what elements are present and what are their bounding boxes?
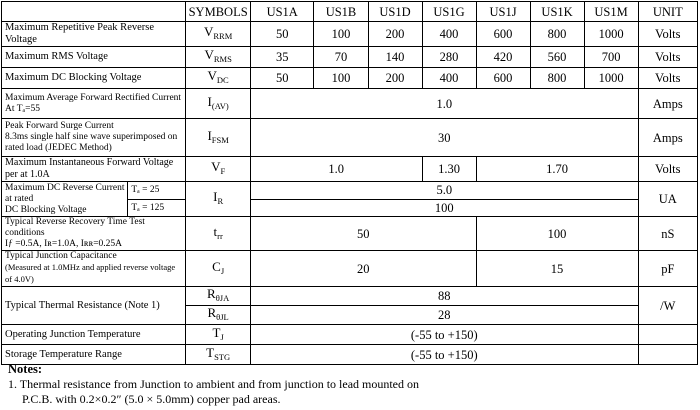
unit-cell: /W bbox=[638, 287, 697, 325]
symbol: $T_J$ bbox=[186, 325, 251, 345]
symbol: $I_{FSM}$ bbox=[186, 119, 251, 157]
param-label: Typical Thermal Resistance (Note 1) bbox=[2, 287, 186, 325]
value-cell: 420 bbox=[476, 47, 530, 68]
value-cell: 600 bbox=[476, 68, 530, 89]
ta-25: Tₐ = 25 bbox=[128, 182, 186, 199]
row-ifsm bbox=[2, 119, 698, 157]
symbol: $I_R$ bbox=[186, 182, 251, 217]
unit-cell bbox=[638, 345, 697, 365]
param-label: Maximum Average Forward Rectified Current At Tₐ=55 bbox=[2, 89, 186, 119]
unit-cell: Amps bbox=[638, 119, 697, 157]
param-label: Peak Forward Surge Current 8.3ms single half sine wave superimposed on rated load (JEDEC Method) bbox=[2, 119, 186, 157]
header-row bbox=[2, 2, 698, 22]
param-label: Maximum DC Blocking Voltage bbox=[2, 68, 186, 89]
row-trr bbox=[2, 217, 698, 251]
header-blank bbox=[2, 2, 186, 22]
notes-section bbox=[8, 362, 419, 407]
param-label: Typical Junction Capacitance (Measured at 1.0MHz and applied reverse voltage of 4.0V) bbox=[2, 251, 186, 287]
notes-title: Notes: bbox=[8, 362, 43, 376]
value-cell: 30 bbox=[250, 119, 638, 157]
unit-cell: Volts bbox=[638, 22, 697, 47]
symbol: $V_{DC}$ bbox=[186, 68, 251, 89]
symbol: $V_{RRM}$ bbox=[186, 22, 251, 47]
value-cell: 1000 bbox=[584, 68, 638, 89]
row-vf bbox=[2, 157, 698, 182]
header-us1k: US1K bbox=[530, 2, 584, 22]
ir-param-subtable bbox=[2, 182, 185, 216]
unit-cell: pF bbox=[638, 251, 697, 287]
value-cell: 70 bbox=[314, 47, 368, 68]
unit-cell: Volts bbox=[638, 47, 697, 68]
value-cell: 1.30 bbox=[422, 157, 476, 182]
value-cell: 1.0 bbox=[250, 89, 638, 119]
value-cell: 1000 bbox=[584, 22, 638, 47]
value-cell: 800 bbox=[530, 22, 584, 47]
value-cell: 700 bbox=[584, 47, 638, 68]
ta-125: Tₐ = 125 bbox=[131, 202, 165, 213]
header-us1j: US1J bbox=[476, 2, 530, 22]
value-cell: 100 bbox=[314, 22, 368, 47]
param-label: Maximum Repetitive Peak Reverse Voltage bbox=[2, 22, 186, 47]
param-label: Maximum Instantaneous Forward Voltage per at 1.0A bbox=[2, 157, 186, 182]
header-us1d: US1D bbox=[368, 2, 422, 22]
value-cell: 88 bbox=[250, 287, 638, 306]
symbol: $I_{(AV)}$ bbox=[186, 89, 251, 119]
value-cell: 5.0 bbox=[250, 182, 638, 200]
header-us1g: US1G bbox=[422, 2, 476, 22]
unit-cell: UA bbox=[638, 182, 697, 217]
value-cell: 400 bbox=[422, 22, 476, 47]
value-cell: 600 bbox=[476, 22, 530, 47]
symbol: $C_J$ bbox=[186, 251, 251, 287]
unit-cell: Volts bbox=[638, 157, 697, 182]
header-us1a: US1A bbox=[250, 2, 314, 22]
param-label bbox=[2, 182, 186, 217]
row-iav bbox=[2, 89, 698, 119]
symbol: $V_{RMS}$ bbox=[186, 47, 251, 68]
row-vrms bbox=[2, 47, 698, 68]
value-cell: 1.70 bbox=[476, 157, 638, 182]
value-cell: 800 bbox=[530, 68, 584, 89]
param-label: Typical Reverse Recovery Time Test conditions Iƒ =0.5A, Iʀ=1.0A, Iʀʀ=0.25A bbox=[2, 217, 186, 251]
param-label: Storage Temperature Range bbox=[2, 345, 186, 365]
unit-cell: Volts bbox=[638, 68, 697, 89]
header-us1b: US1B bbox=[314, 2, 368, 22]
value-cell: 100 bbox=[314, 68, 368, 89]
row-tj bbox=[2, 325, 698, 345]
value-cell: 200 bbox=[368, 68, 422, 89]
symbol: $R_{\theta JL}$ bbox=[186, 306, 251, 325]
value-cell: 400 bbox=[422, 68, 476, 89]
symbol: $R_{\theta JA}$ bbox=[186, 287, 251, 306]
ratings-table bbox=[1, 1, 698, 365]
value-cell: 100 bbox=[250, 199, 638, 217]
value-cell: (-55 to +150) bbox=[250, 345, 638, 365]
value-cell: 100 bbox=[476, 217, 638, 251]
header-us1m: US1M bbox=[584, 2, 638, 22]
note-line-2: P.C.B. with 0.2×0.2″ (5.0 × 5.0mm) copper pad areas. bbox=[22, 392, 281, 406]
unit-cell: Amps bbox=[638, 89, 697, 119]
value-cell: 50 bbox=[250, 22, 314, 47]
value-cell: 15 bbox=[476, 251, 638, 287]
value-cell: 200 bbox=[368, 22, 422, 47]
param-label: Operating Junction Temperature bbox=[2, 325, 186, 345]
param-label: Maximum RMS Voltage bbox=[2, 47, 186, 68]
row-vrrm bbox=[2, 22, 698, 47]
row-vdc bbox=[2, 68, 698, 89]
value-cell: 1.0 bbox=[250, 157, 422, 182]
header-unit: UNIT bbox=[638, 2, 697, 22]
value-cell: 560 bbox=[530, 47, 584, 68]
value-cell: 28 bbox=[250, 306, 638, 325]
value-cell: (-55 to +150) bbox=[250, 325, 638, 345]
value-cell: 35 bbox=[250, 47, 314, 68]
value-cell: 20 bbox=[250, 251, 476, 287]
value-cell: 280 bbox=[422, 47, 476, 68]
row-rth-ja bbox=[2, 287, 698, 306]
symbol: $V_F$ bbox=[186, 157, 251, 182]
symbol: $T_{STG}$ bbox=[186, 345, 251, 365]
value-cell: 50 bbox=[250, 68, 314, 89]
row-ir-25 bbox=[2, 182, 698, 200]
row-cj bbox=[2, 251, 698, 287]
unit-cell bbox=[638, 325, 697, 345]
value-cell: 140 bbox=[368, 47, 422, 68]
unit-cell: nS bbox=[638, 217, 697, 251]
note-line-1: 1. Thermal resistance from Junction to ambient and from junction to lead mounted on bbox=[8, 377, 420, 391]
ir-param-text: Maximum DC Reverse Current at rated DC Blocking Voltage bbox=[2, 182, 128, 216]
symbol: $t_{rr}$ bbox=[186, 217, 251, 251]
header-symbols: SYMBOLS bbox=[186, 2, 251, 22]
value-cell: 50 bbox=[250, 217, 476, 251]
